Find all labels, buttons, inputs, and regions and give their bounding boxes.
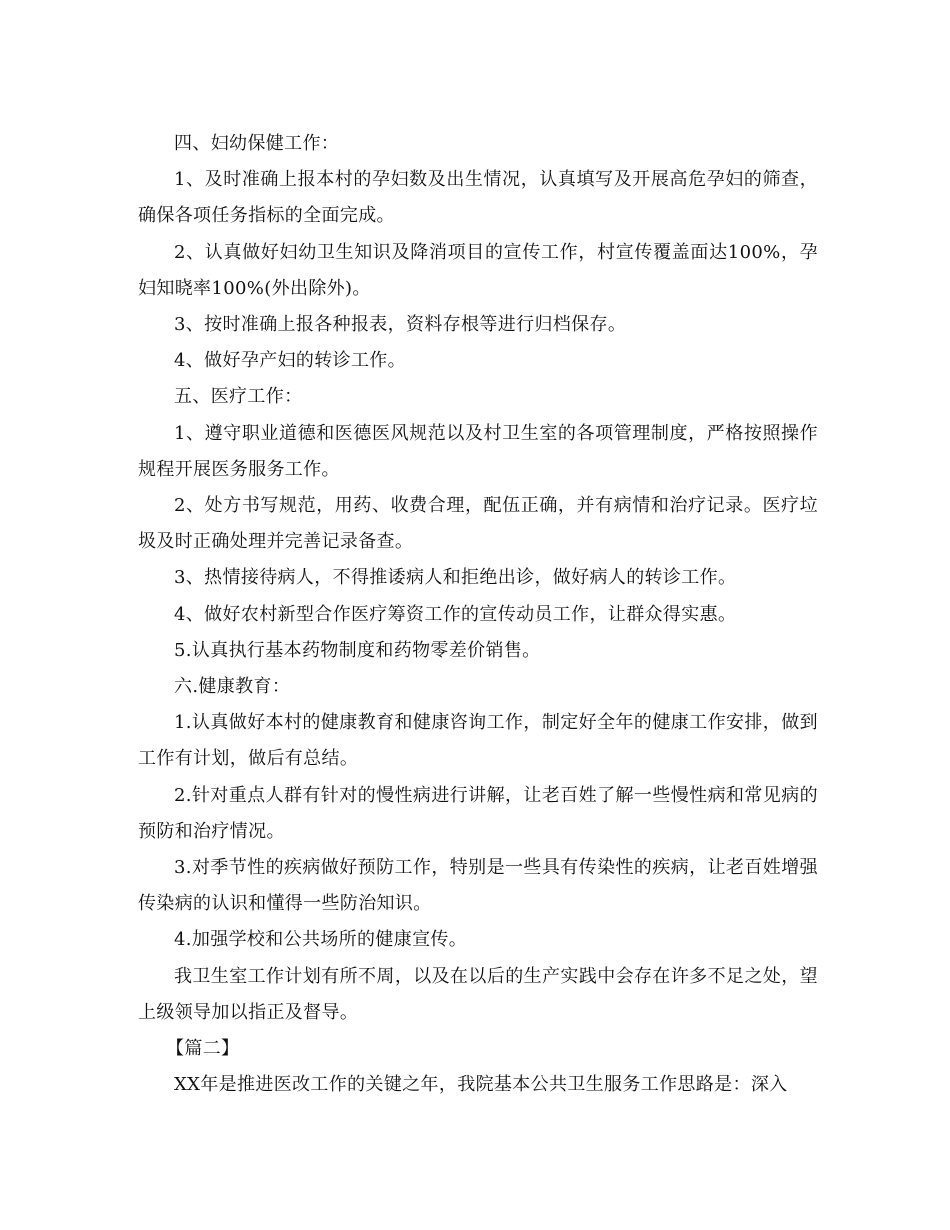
paragraph: 3、按时准确上报各种报表，资料存根等进行归档保存。 bbox=[174, 314, 627, 336]
paragraph: 1、及时准确上报本村的孕妇数及出生情况，认真填写及开展高危孕妇的筛查，确保各项任务指标的全面完成。 bbox=[138, 169, 818, 227]
paragraph: 3.对季节性的疾病做好预防工作，特别是一些具有传染性的疾病，让老百姓增强传染病的认识和懂得一些防治知识。 bbox=[138, 857, 818, 915]
section-heading-maternal-child-health: 四、妇幼保健工作： bbox=[174, 133, 340, 154]
paragraph: 4、做好农村新型合作医疗筹资工作的宣传动员工作，让群众得实惠。 bbox=[174, 603, 737, 625]
paragraph: 5.认真执行基本药物制度和药物零差价销售。 bbox=[174, 639, 541, 661]
paragraph: 2、处方书写规范，用药、收费合理，配伍正确，并有病情和治疗记录。医疗垃圾及时正确处理并完善记录备查。 bbox=[138, 495, 818, 553]
document-body bbox=[138, 126, 818, 1103]
paragraph: 3、热情接待病人，不得推诿病人和拒绝出诊，做好病人的转诊工作。 bbox=[174, 567, 737, 589]
paragraph: 2、认真做好妇幼卫生知识及降消项目的宣传工作，村宣传覆盖面达100%，孕妇知晓率100%(外出除外)。 bbox=[138, 241, 818, 299]
paragraph: 4、做好孕产妇的转诊工作。 bbox=[174, 350, 407, 372]
section-heading-health-education: 六.健康教育： bbox=[174, 676, 291, 698]
section-heading-part-two: 【篇二】 bbox=[166, 1038, 240, 1060]
paragraph: 1.认真做好本村的健康教育和健康咨询工作，制定好全年的健康工作安排，做到工作有计划，做后有总结。 bbox=[138, 712, 818, 770]
closing-paragraph: 我卫生室工作计划有所不周，以及在以后的生产实践中会存在许多不足之处，望上级领导加以指正及督导。 bbox=[138, 965, 818, 1023]
paragraph: 2.针对重点人群有针对的慢性病进行讲解，让老百姓了解一些慢性病和常见病的预防和治疗情况。 bbox=[138, 784, 818, 842]
paragraph: XX年是推进医改工作的关键之年，我院基本公共卫生服务工作思路是：深入 bbox=[174, 1074, 788, 1096]
paragraph: 4.加强学校和公共场所的健康宣传。 bbox=[174, 929, 468, 951]
paragraph: 1、遵守职业道德和医德医风规范以及村卫生室的各项管理制度，严格按照操作规程开展医务服务工作。 bbox=[138, 422, 818, 480]
section-heading-medical-work: 五、医疗工作： bbox=[174, 386, 303, 408]
